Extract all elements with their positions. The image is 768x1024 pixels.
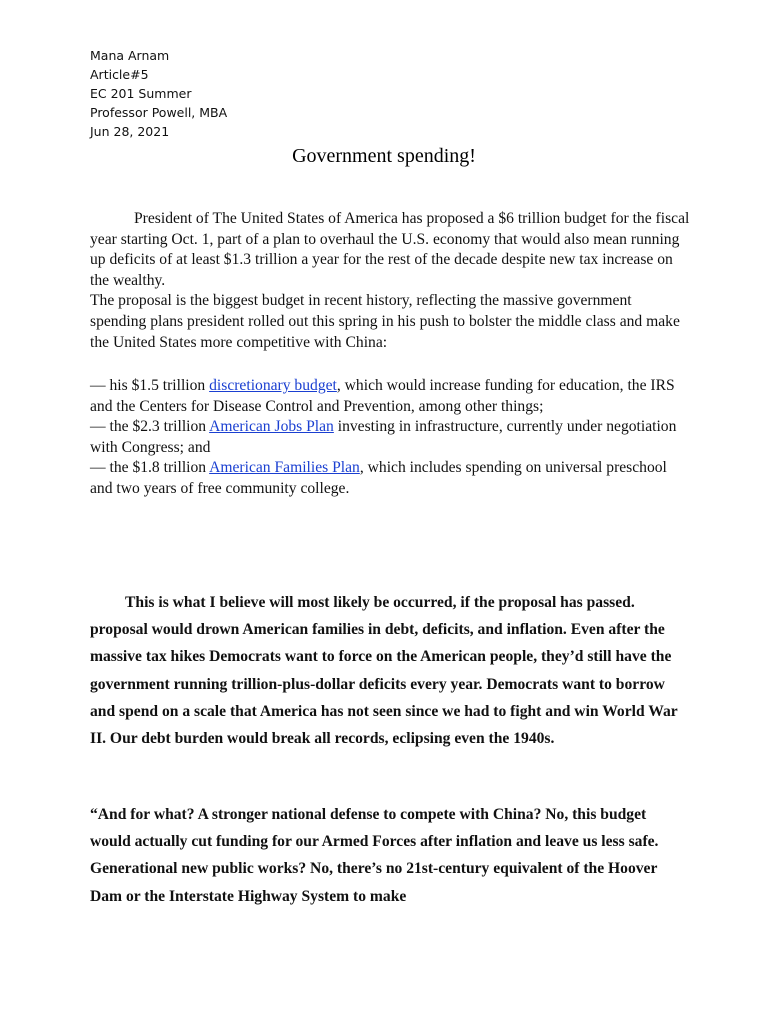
discretionary-budget-link[interactable]: discretionary budget	[209, 377, 337, 394]
quote-paragraph: “And for what? A stronger national defense to compete with China? No, this budget would actually cut funding for our Armed Forces after inflation and leave us less safe. Generational new public works? No, there’s no 21st-century equivalent of the Hoover Dam or the Interstate Highway System to make	[90, 806, 659, 905]
intro-paragraph-2: The proposal is the biggest budget in recent history, reflecting the massive government spending plans president rolled out this spring in his push to bolster the middle class and make the United States more competitive with China:	[90, 292, 680, 351]
intro-section	[90, 209, 690, 353]
list-item-suffix: , which includes spending on universal preschool and two years of free community college.	[90, 459, 667, 497]
intro-paragraph-1-text: President of The United States of America has proposed a $6 trillion budget for the fiscal year starting Oct. 1, part of a plan to overhaul the U.S. economy that would also mean running up deficits of at least $1.3 trillion a year for the rest of the decade despite new tax increase on the wealthy.	[90, 210, 690, 289]
opinion-paragraph	[90, 589, 690, 752]
american-families-plan-link[interactable]: American Families Plan	[209, 459, 360, 477]
article-number: Article#5	[90, 67, 149, 82]
quote-section	[90, 801, 690, 910]
document-date: Jun 28, 2021	[90, 124, 170, 139]
opinion-section	[90, 589, 690, 752]
list-item-prefix: — the $1.8 trillion	[90, 459, 210, 477]
spending-plan-list	[90, 376, 690, 500]
intro-paragraph-1	[90, 209, 690, 291]
list-item-families-plan	[90, 458, 690, 499]
author-name: Mana Arnam	[90, 48, 170, 63]
american-jobs-plan-link[interactable]: American Jobs Plan	[209, 418, 334, 436]
author-header	[90, 46, 227, 141]
list-item-suffix: , which would increase funding for education, the IRS and the Centers for Disease Control and Prevention, among other things;	[90, 377, 675, 415]
list-item-jobs-plan	[90, 417, 690, 458]
professor-name: Professor Powell, MBA	[90, 105, 228, 120]
list-item-suffix: investing in infrastructure, currently under negotiation with Congress; and	[90, 418, 677, 456]
list-item-prefix: — the $2.3 trillion	[90, 418, 210, 436]
opinion-paragraph-text: This is what I believe will most likely be occurred, if the proposal has passed. proposal would drown American families in debt, deficits, and inflation. Even after the massive tax hikes Democrats want to force on the American people, they’d still have the government running trillion-plus-dollar deficits every year. Democrats want to borrow and spend on a scale that America has not seen since we had to fight and win World War II. Our debt burden would break all records, eclipsing even the 1940s.	[90, 594, 678, 748]
list-item-prefix: — his $1.5 trillion	[90, 377, 210, 394]
course-name: EC 201 Summer	[90, 86, 192, 101]
page-title: Government spending!	[292, 145, 476, 167]
list-item-discretionary	[90, 376, 690, 417]
